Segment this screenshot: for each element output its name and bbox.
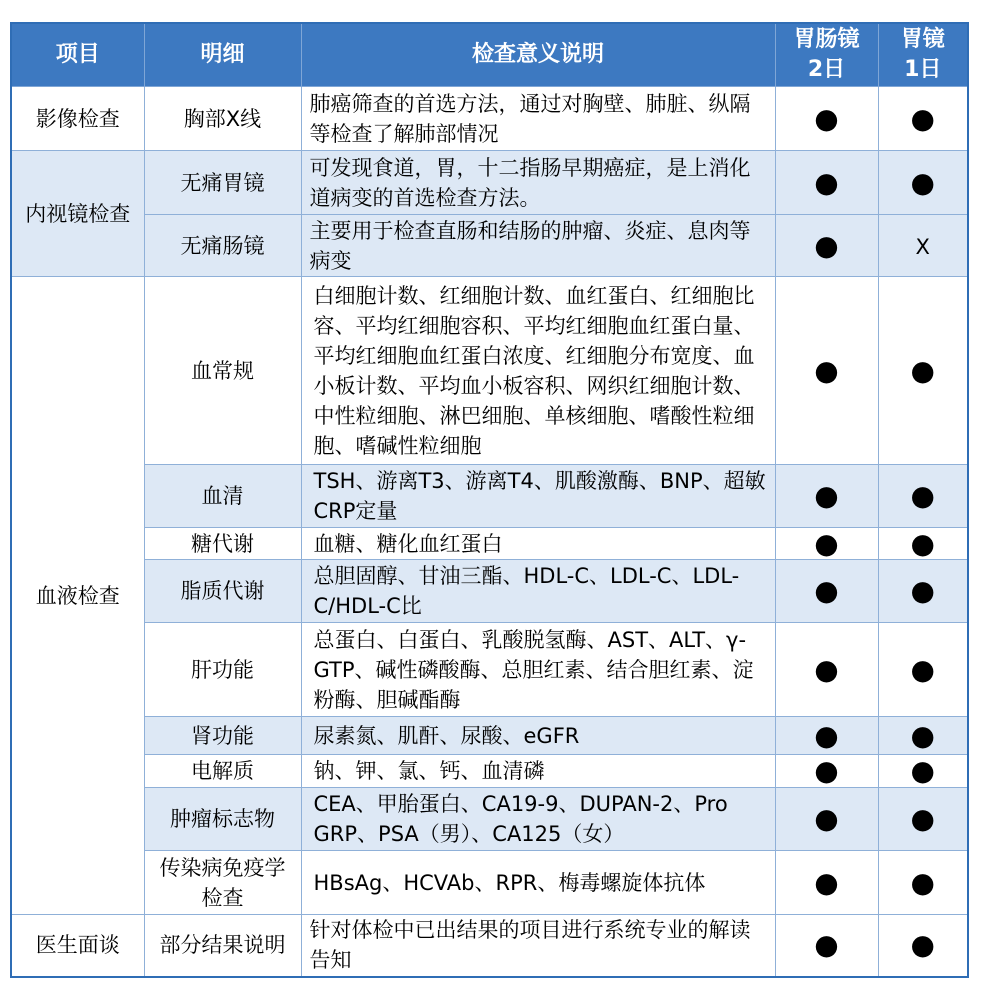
item-cell: 糖代谢 xyxy=(144,528,301,560)
gastro-mark: ● xyxy=(775,755,878,788)
table-row xyxy=(11,560,968,623)
gastric-mark: ● xyxy=(878,851,968,915)
header-detail: 明细 xyxy=(144,23,301,87)
item-cell: 胸部X线 xyxy=(144,87,301,151)
gastric-mark: ● xyxy=(878,151,968,215)
item-cell: 无痛肠镜 xyxy=(144,215,301,277)
header-category: 项目 xyxy=(11,23,144,87)
gastric-mark: ● xyxy=(878,788,968,851)
gastro-mark: ● xyxy=(775,915,878,977)
item-cell: 无痛胃镜 xyxy=(144,151,301,215)
item-cell: 肾功能 xyxy=(144,717,301,755)
gastric-mark: ● xyxy=(878,87,968,151)
gastro-mark: ● xyxy=(775,215,878,277)
gastric-x-mark: X xyxy=(915,234,930,259)
description-cell: 钠、钾、氯、钙、血清磷 xyxy=(301,755,775,788)
exam-table xyxy=(10,22,969,978)
header-gastroscopy-colonoscopy xyxy=(775,23,878,87)
gastro-mark: ● xyxy=(775,528,878,560)
item-cell: 血常规 xyxy=(144,277,301,465)
table-row xyxy=(11,277,968,465)
description-cell: HBsAg、HCVAb、RPR、梅毒螺旋体抗体 xyxy=(301,851,775,915)
category-cell: 医生面谈 xyxy=(11,915,144,977)
description-cell: 尿素氮、肌酐、尿酸、eGFR xyxy=(301,717,775,755)
category-cell: 血液检查 xyxy=(11,277,144,915)
table-row xyxy=(11,87,968,151)
header-gastroscopy xyxy=(878,23,968,87)
category-cell: 内视镜检查 xyxy=(11,151,144,277)
table-row xyxy=(11,755,968,788)
item-cell: 部分结果说明 xyxy=(144,915,301,977)
gastric-mark: ● xyxy=(878,623,968,717)
gastro-mark: ● xyxy=(775,717,878,755)
description-cell: 白细胞计数、红细胞计数、血红蛋白、红细胞比容、平均红细胞容积、平均红细胞血红蛋白量、平均红细胞血红蛋白浓度、红细胞分布宽度、血小板计数、平均血小板容积、网织红细胞计数、中性粒细胞、淋巴细胞、单核细胞、嗜酸性粒细胞、嗜碱性粒细胞 xyxy=(301,277,775,465)
table-row xyxy=(11,915,968,977)
gastro-mark: ● xyxy=(775,851,878,915)
gastric-mark: ● xyxy=(878,560,968,623)
gastro-mark: ● xyxy=(775,87,878,151)
header-gastro-line1: 胃肠镜 xyxy=(793,27,860,52)
table-row xyxy=(11,528,968,560)
header-row xyxy=(11,23,968,87)
description-cell: 总蛋白、白蛋白、乳酸脱氢酶、AST、ALT、γ-GTP、碱性磷酸酶、总胆红素、结合胆红素、淀粉酶、胆碱酯酶 xyxy=(301,623,775,717)
gastro-mark: ● xyxy=(775,788,878,851)
gastro-mark: ● xyxy=(775,151,878,215)
table-row xyxy=(11,788,968,851)
gastric-mark: ● xyxy=(878,465,968,528)
gastric-mark: ● xyxy=(878,915,968,977)
gastric-mark: ● xyxy=(878,277,968,465)
gastro-mark: ● xyxy=(775,277,878,465)
gastric-mark: ● xyxy=(878,717,968,755)
description-cell: TSH、游离T3、游离T4、肌酸激酶、BNP、超敏CRP定量 xyxy=(301,465,775,528)
description-cell: CEA、甲胎蛋白、CA19-9、DUPAN-2、Pro GRP、PSA（男）、CA125（女） xyxy=(301,788,775,851)
gastric-mark: ● xyxy=(878,528,968,560)
category-cell: 影像检查 xyxy=(11,87,144,151)
header-gastric-line1: 胃镜 xyxy=(900,27,945,52)
description-cell: 血糖、糖化血红蛋白 xyxy=(301,528,775,560)
item-cell: 血清 xyxy=(144,465,301,528)
gastro-mark: ● xyxy=(775,623,878,717)
table-row xyxy=(11,151,968,215)
description-cell: 主要用于检查直肠和结肠的肿瘤、炎症、息肉等病变 xyxy=(301,215,775,277)
item-cell: 肿瘤标志物 xyxy=(144,788,301,851)
item-cell: 电解质 xyxy=(144,755,301,788)
item-cell: 肝功能 xyxy=(144,623,301,717)
table-row xyxy=(11,623,968,717)
header-gastro-line2: 2日 xyxy=(807,57,846,82)
table-row xyxy=(11,851,968,915)
item-cell: 脂质代谢 xyxy=(144,560,301,623)
exam-table-container xyxy=(10,22,969,978)
header-gastric-line2: 1日 xyxy=(904,57,942,82)
header-description: 检查意义说明 xyxy=(301,23,775,87)
table-row xyxy=(11,215,968,277)
description-cell: 可发现食道，胃，十二指肠早期癌症，是上消化道病变的首选检查方法。 xyxy=(301,151,775,215)
description-cell: 肺癌筛查的首选方法，通过对胸壁、肺脏、纵隔等检查了解肺部情况 xyxy=(301,87,775,151)
table-row xyxy=(11,465,968,528)
table-row xyxy=(11,717,968,755)
item-cell: 传染病免疫学检查 xyxy=(144,851,301,915)
gastric-mark xyxy=(878,215,968,277)
description-cell: 针对体检中已出结果的项目进行系统专业的解读告知 xyxy=(301,915,775,977)
gastro-mark: ● xyxy=(775,560,878,623)
gastro-mark: ● xyxy=(775,465,878,528)
description-cell: 总胆固醇、甘油三酯、HDL-C、LDL-C、LDL-C/HDL-C比 xyxy=(301,560,775,623)
gastric-mark: ● xyxy=(878,755,968,788)
